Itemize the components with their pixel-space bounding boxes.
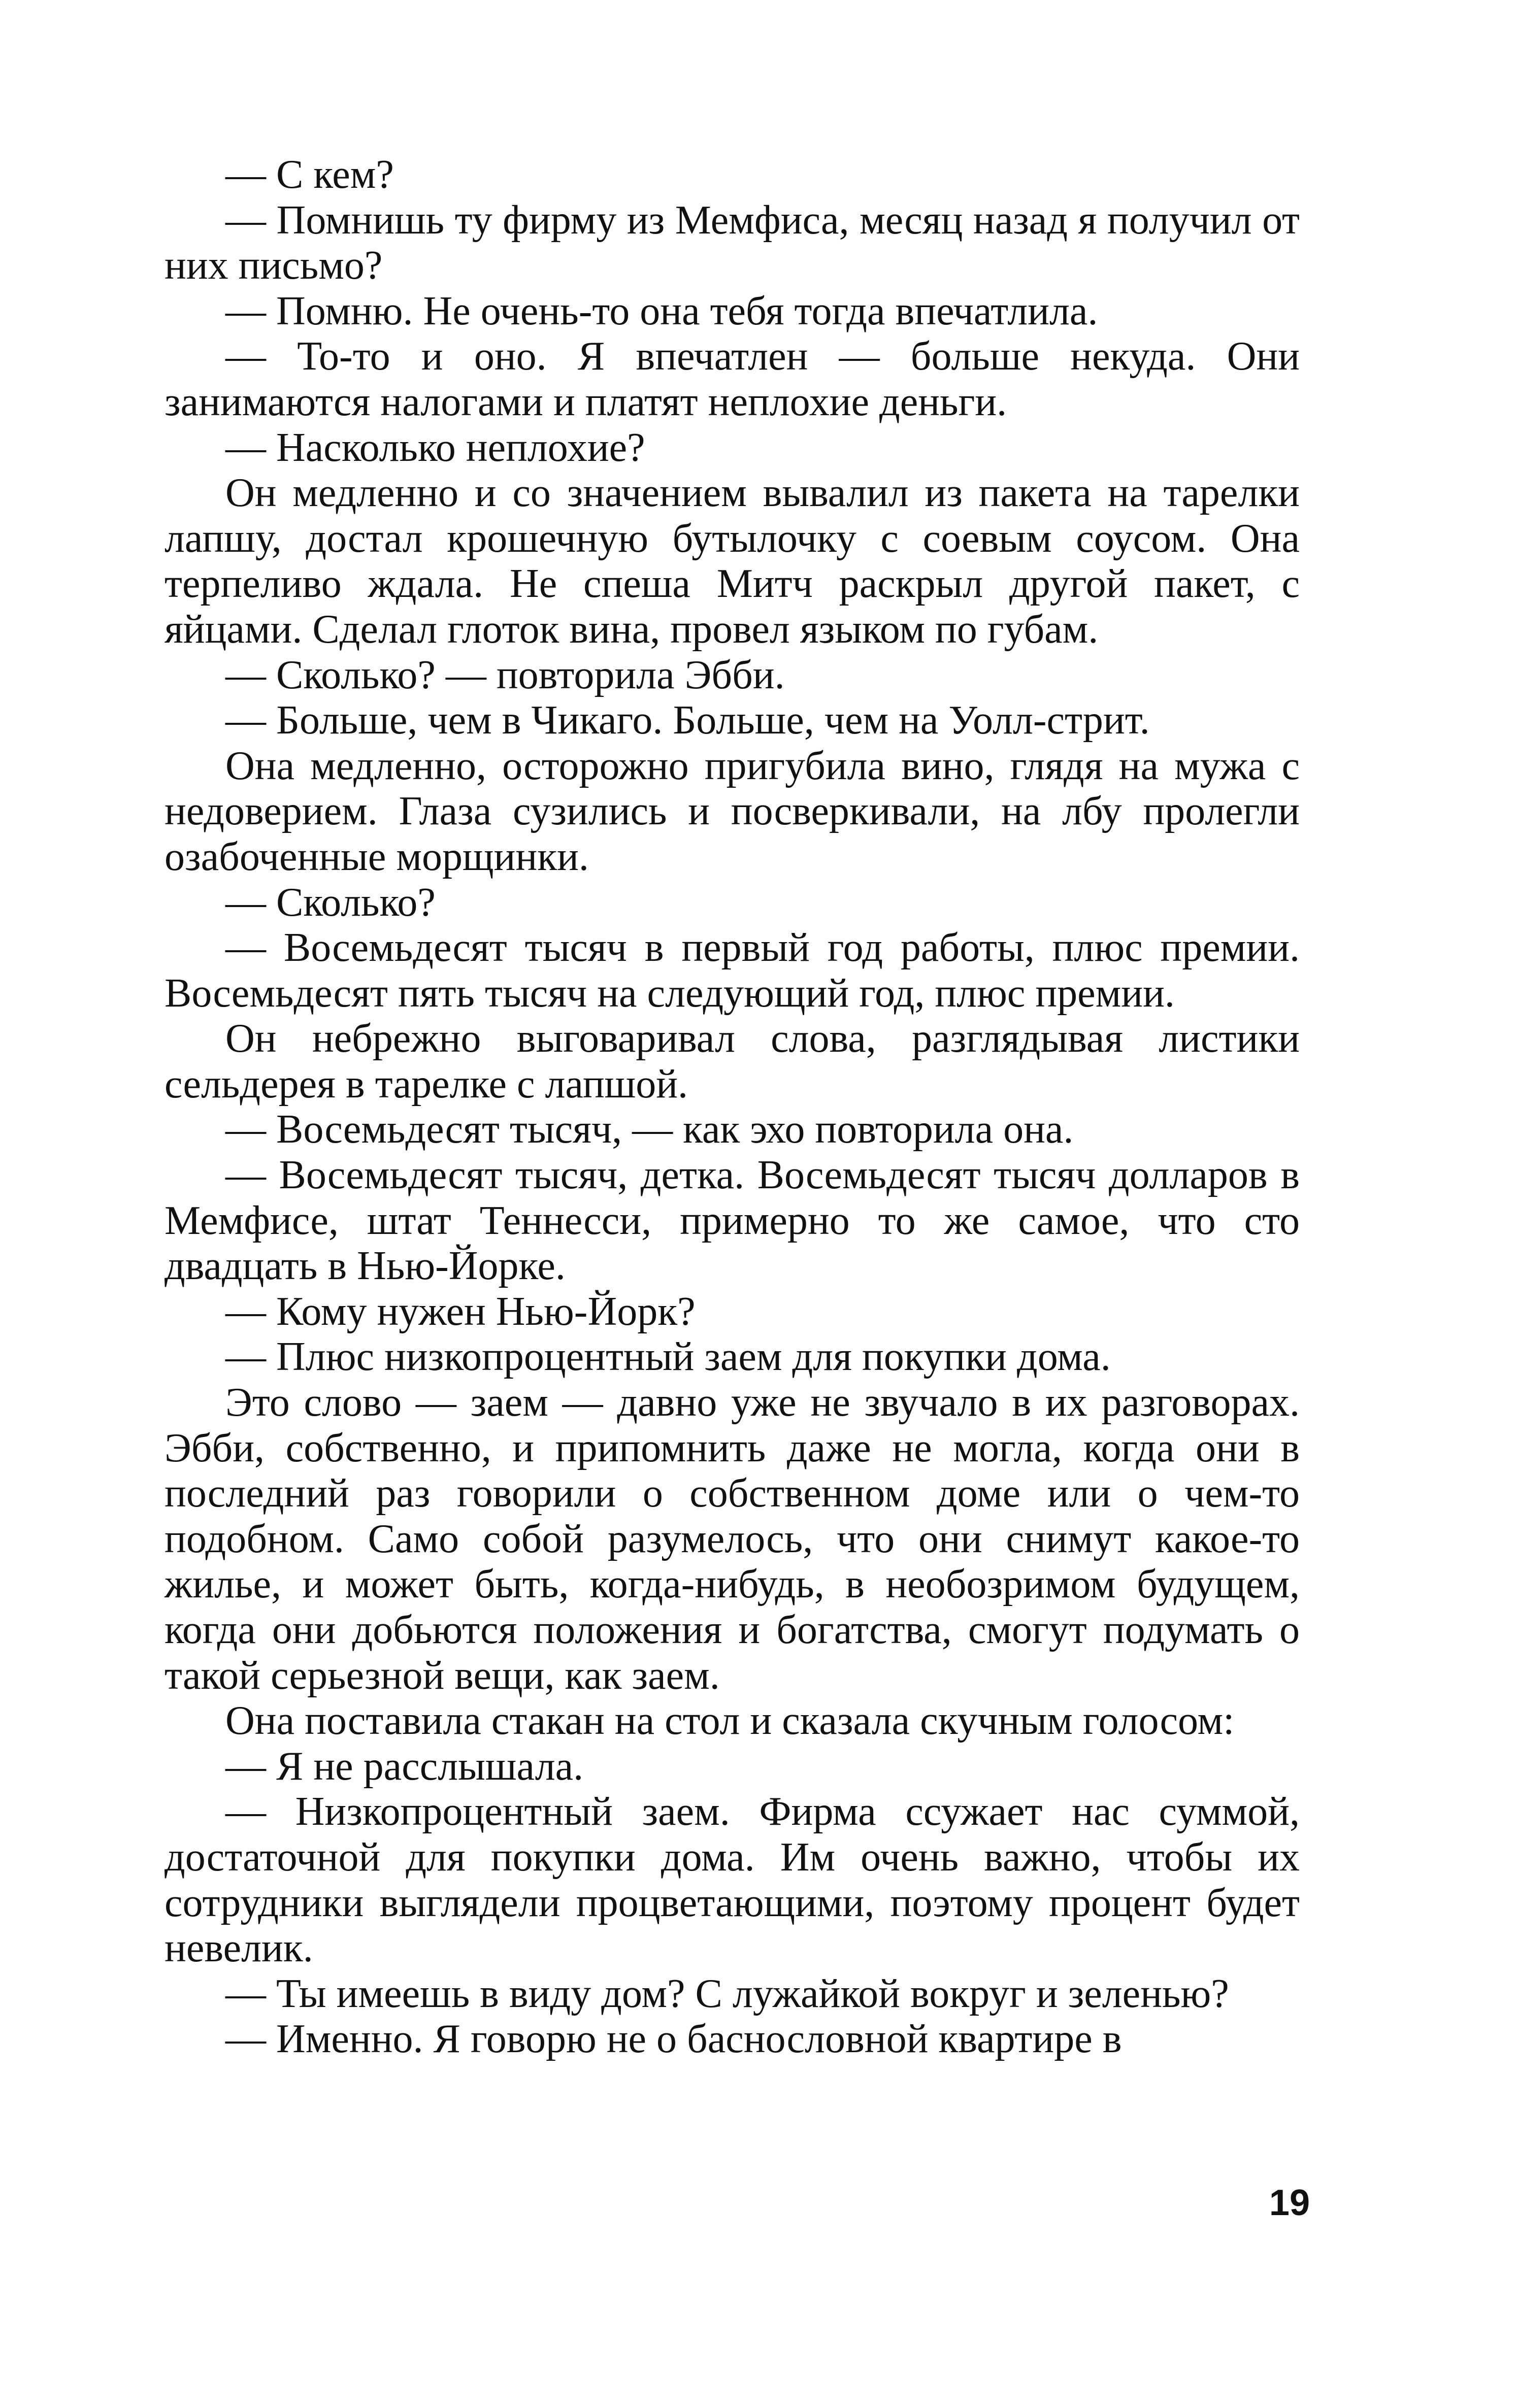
paragraph: — Помню. Не очень-то она тебя тогда впечатлила. [225,288,1098,333]
body-text [164,152,1300,2062]
paragraph: — Низкопроцентный заем. Фирма ссужает нас суммой, достаточной для покупки дома. Им очень важно, чтобы их сотрудники выглядели процветающими, поэтому процент будет невелик. [164,1789,1300,1971]
paragraph: Она медленно, осторожно пригубила вино, глядя на мужа с недоверием. Глаза сузились и посверкивали, на лбу пролегли озабоченные морщинки. [164,743,1300,879]
paragraph: — Восемьдесят тысяч, детка. Восемьдесят тысяч долларов в Мемфисе, штат Теннесси, примерно то же самое, что сто двадцать в Нью-Йорке. [164,1153,1300,1289]
paragraph: — С кем? [225,152,394,197]
paragraph: — Восемьдесят тысяч, — как эхо повторила она. [225,1107,1074,1152]
paragraph: — Я не расслышала. [225,1744,584,1789]
paragraph: — Кому нужен Нью-Йорк? [225,1289,696,1334]
paragraph: — Восемьдесят тысяч в первый год работы, плюс премии. Восемьдесят пять тысяч на следующий год, плюс премии. [164,925,1300,1016]
paragraph: — То-то и оно. Я впечатлен — больше некуда. Они занимаются налогами и платят неплохие деньги. [164,334,1300,424]
paragraph: Это слово — заем — давно уже не звучало в их разговорах. Эбби, собственно, и припомнить даже не могла, когда они в последний раз говорили о собственном доме или о чем-то подобном. Само собой разумелось, что они снимут какое-то жилье, и может быть, когда-нибудь, в необозримом будущем, когда они добьются положения и богатства, смогут подумать о такой серьезной вещи, как заем. [164,1380,1300,1698]
paragraph: Он медленно и со значением вывалил из пакета на тарелки лапшу, достал крошечную бутылочку с соевым соусом. Она терпеливо ждала. Не спеша Митч раскрыл другой пакет, с яйцами. Сделал глоток вина, провел языком по губам. [164,471,1300,652]
page-number: 19 [1269,2183,1310,2223]
paragraph: — Ты имеешь в виду дом? С лужайкой вокруг и зеленью? [225,1971,1229,2016]
paragraph: Он небрежно выговаривал слова, разглядывая листики сельдерея в тарелке с лапшой. [164,1016,1300,1107]
paragraph: — Больше, чем в Чикаго. Больше, чем на Уолл-стрит. [225,698,1150,743]
paragraph: Она поставила стакан на стол и сказала скучным голосом: [225,1698,1235,1744]
paragraph: — Насколько неплохие? [225,425,645,470]
paragraph: — Именно. Я говорю не о баснословной квартире в [225,2017,1122,2062]
paragraph: — Помнишь ту фирму из Мемфиса, месяц назад я получил от них письмо? [164,197,1300,288]
paragraph: — Плюс низкопроцентный заем для покупки дома. [225,1334,1111,1380]
paragraph: — Сколько? [225,880,436,925]
paragraph: — Сколько? — повторила Эбби. [225,652,785,697]
